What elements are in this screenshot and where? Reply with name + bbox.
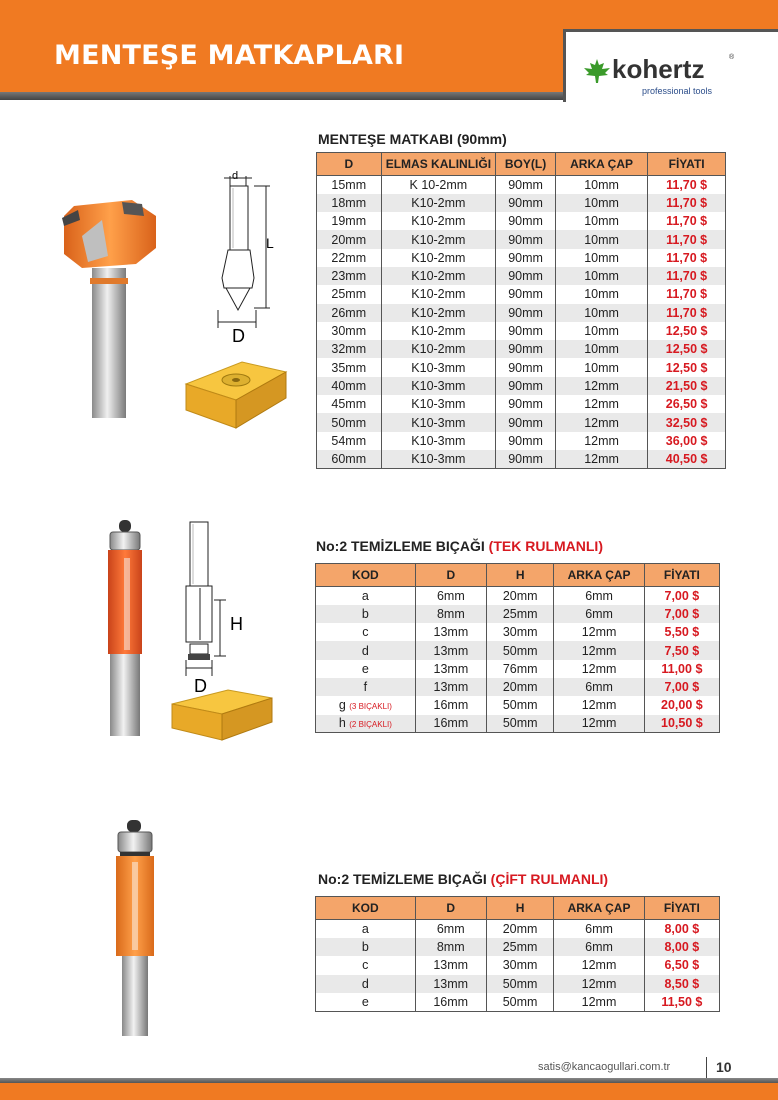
- diagram-label-D: D: [232, 326, 245, 346]
- cell-diameter: 19mm: [317, 212, 382, 230]
- table-row: [317, 267, 726, 285]
- cell-length: 90mm: [496, 413, 556, 431]
- cell-diamond-thickness: K10-2mm: [381, 340, 496, 358]
- registered-mark: ®: [729, 54, 735, 61]
- cell-diameter: 16mm: [415, 993, 486, 1011]
- cell-diameter: 13mm: [415, 623, 486, 641]
- cell-code: [316, 587, 416, 605]
- cell-diameter: 8mm: [415, 605, 486, 623]
- cell-price: 36,00 $: [648, 432, 726, 450]
- table-row: [317, 304, 726, 322]
- col-header-h: H: [486, 564, 553, 587]
- section-title-hinge-drill: MENTEŞE MATKABI (90mm): [318, 131, 507, 147]
- cell-code: c: [316, 956, 416, 974]
- table-row: [316, 696, 720, 714]
- hinge-drill-bit-image: [52, 196, 162, 422]
- cell-code: [316, 696, 416, 714]
- cell-price: 11,70 $: [648, 267, 726, 285]
- cell-price: 12,50 $: [648, 340, 726, 358]
- cell-diameter: 13mm: [415, 641, 486, 659]
- cell-diameter: 40mm: [317, 377, 382, 395]
- table-row: [316, 956, 720, 974]
- diagram-label-L: L: [266, 235, 274, 251]
- cell-price: 11,70 $: [648, 230, 726, 248]
- cell-height: 20mm: [486, 587, 553, 605]
- cell-diamond-thickness: K10-2mm: [381, 249, 496, 267]
- cell-price: 11,70 $: [648, 304, 726, 322]
- row-code-note: (2 BIÇAKLI): [349, 720, 392, 730]
- hinge-drill-diagram: [208, 170, 278, 346]
- cell-code: a: [316, 920, 416, 938]
- table-row: [317, 413, 726, 431]
- cell-height: 76mm: [486, 660, 553, 678]
- cell-diamond-thickness: K10-3mm: [381, 377, 496, 395]
- cell-code: [316, 605, 416, 623]
- cell-length: 90mm: [496, 212, 556, 230]
- cell-shank-dia: 10mm: [555, 194, 647, 212]
- cell-diameter: 16mm: [415, 696, 486, 714]
- cell-shank-dia: 12mm: [554, 660, 644, 678]
- cell-diameter: 60mm: [317, 450, 382, 468]
- cell-length: 90mm: [496, 395, 556, 413]
- cell-price: 11,70 $: [648, 212, 726, 230]
- cell-price: 11,70 $: [648, 194, 726, 212]
- trim-bit-single-bearing-image: [100, 518, 150, 740]
- cell-price: 40,50 $: [648, 450, 726, 468]
- row-code: f: [363, 680, 368, 695]
- cell-length: 90mm: [496, 194, 556, 212]
- cell-length: 90mm: [496, 267, 556, 285]
- table-row: [316, 641, 720, 659]
- table-row: [316, 587, 720, 605]
- cell-shank-dia: 10mm: [555, 340, 647, 358]
- cell-price: 5,50 $: [644, 623, 719, 641]
- cell-code: [316, 678, 416, 696]
- trim-double-price-table: [315, 896, 720, 1012]
- table-row: [317, 432, 726, 450]
- col-header-code: KOD: [316, 564, 416, 587]
- table-row: [317, 212, 726, 230]
- cell-price: 12,50 $: [648, 358, 726, 376]
- table-row: [316, 605, 720, 623]
- header-divider: [0, 92, 563, 100]
- col-header-d: D: [415, 564, 486, 587]
- cell-diamond-thickness: K10-2mm: [381, 322, 496, 340]
- maple-leaf-logo-icon: [582, 58, 612, 84]
- cell-shank-dia: 12mm: [554, 956, 644, 974]
- cell-price: 20,00 $: [644, 696, 719, 714]
- cell-shank-dia: 6mm: [554, 938, 644, 956]
- col-header-h: H: [486, 897, 553, 920]
- cell-diameter: 23mm: [317, 267, 382, 285]
- table-row: [316, 938, 720, 956]
- brand-name: kohertz: [612, 54, 705, 84]
- cell-code: e: [316, 993, 416, 1011]
- cell-length: 90mm: [496, 322, 556, 340]
- table-row: [317, 340, 726, 358]
- footer-band: [0, 1083, 778, 1100]
- page-title: MENTEŞE MATKAPLARI: [54, 40, 405, 71]
- cell-shank-dia: 12mm: [554, 696, 644, 714]
- cell-height: 25mm: [486, 938, 553, 956]
- cell-diameter: 45mm: [317, 395, 382, 413]
- cell-diameter: 13mm: [415, 956, 486, 974]
- page-number: 10: [716, 1059, 732, 1075]
- cell-price: 6,50 $: [644, 956, 719, 974]
- cell-height: 30mm: [486, 623, 553, 641]
- cell-height: 50mm: [486, 993, 553, 1011]
- col-header-code: KOD: [316, 897, 416, 920]
- cell-shank-dia: 12mm: [554, 623, 644, 641]
- cell-height: 50mm: [486, 975, 553, 993]
- cell-diamond-thickness: K 10-2mm: [381, 176, 496, 194]
- cell-diameter: 13mm: [415, 678, 486, 696]
- cell-shank-dia: 10mm: [555, 304, 647, 322]
- cell-price: 7,50 $: [644, 641, 719, 659]
- col-header-d: D: [415, 897, 486, 920]
- cell-length: 90mm: [496, 176, 556, 194]
- col-header-price: FİYATI: [648, 153, 726, 176]
- cell-price: 11,70 $: [648, 285, 726, 303]
- cell-diamond-thickness: K10-2mm: [381, 304, 496, 322]
- cell-price: 8,00 $: [644, 920, 719, 938]
- section-title-trim-double: [318, 871, 608, 887]
- cell-shank-dia: 6mm: [554, 587, 644, 605]
- row-code: b: [361, 606, 369, 621]
- col-header-shank-dia: ARKA ÇAP: [554, 564, 644, 587]
- table-row: [316, 715, 720, 733]
- cell-diamond-thickness: K10-3mm: [381, 432, 496, 450]
- cell-shank-dia: 6mm: [554, 605, 644, 623]
- cell-price: 10,50 $: [644, 715, 719, 733]
- cell-height: 50mm: [486, 696, 553, 714]
- cell-diameter: 32mm: [317, 340, 382, 358]
- cell-length: 90mm: [496, 249, 556, 267]
- cell-price: 26,50 $: [648, 395, 726, 413]
- table-row: [316, 623, 720, 641]
- cell-diameter: 22mm: [317, 249, 382, 267]
- cell-code: b: [316, 938, 416, 956]
- cell-price: 7,00 $: [644, 678, 719, 696]
- cell-height: 50mm: [486, 641, 553, 659]
- cell-diameter: 6mm: [415, 920, 486, 938]
- cell-diameter: 15mm: [317, 176, 382, 194]
- cell-shank-dia: 10mm: [555, 249, 647, 267]
- cell-code: d: [316, 975, 416, 993]
- table-row: [317, 176, 726, 194]
- col-header-length: BOY(L): [496, 153, 556, 176]
- hinge-drill-price-table: [316, 152, 726, 469]
- cell-shank-dia: 10mm: [555, 358, 647, 376]
- cell-price: 21,50 $: [648, 377, 726, 395]
- col-header-shank-dia: ARKA ÇAP: [554, 897, 644, 920]
- cell-height: 50mm: [486, 715, 553, 733]
- cell-height: 25mm: [486, 605, 553, 623]
- cell-shank-dia: 12mm: [554, 993, 644, 1011]
- cell-price: 11,70 $: [648, 249, 726, 267]
- cell-diamond-thickness: K10-3mm: [381, 358, 496, 376]
- row-code: a: [361, 588, 369, 603]
- cell-length: 90mm: [496, 304, 556, 322]
- table-row: [317, 322, 726, 340]
- cell-code: [316, 623, 416, 641]
- table-header-row: [317, 153, 726, 176]
- section-title-trim-single: [316, 538, 603, 554]
- col-header-price: FİYATI: [644, 897, 719, 920]
- cell-shank-dia: 10mm: [555, 176, 647, 194]
- cell-shank-dia: 10mm: [555, 267, 647, 285]
- cell-shank-dia: 10mm: [555, 322, 647, 340]
- cell-length: 90mm: [496, 432, 556, 450]
- cell-diamond-thickness: K10-2mm: [381, 285, 496, 303]
- cell-diamond-thickness: K10-3mm: [381, 413, 496, 431]
- table-row: [317, 450, 726, 468]
- diagram-label-d: d: [232, 170, 239, 182]
- cell-shank-dia: 6mm: [554, 678, 644, 696]
- wood-block-image: [182, 356, 290, 436]
- cell-shank-dia: 12mm: [555, 413, 647, 431]
- cell-diameter: 20mm: [317, 230, 382, 248]
- cell-diameter: 6mm: [415, 587, 486, 605]
- cell-diamond-thickness: K10-3mm: [381, 395, 496, 413]
- brand-tagline: professional tools: [642, 86, 713, 96]
- cell-length: 90mm: [496, 377, 556, 395]
- cell-shank-dia: 12mm: [554, 975, 644, 993]
- cell-price: 8,50 $: [644, 975, 719, 993]
- cell-shank-dia: 12mm: [555, 395, 647, 413]
- table-row: [317, 377, 726, 395]
- cell-diameter: 13mm: [415, 660, 486, 678]
- row-code-note: (3 BIÇAKLI): [349, 702, 392, 712]
- trim-bit-double-bearing-image: [108, 818, 162, 1040]
- cell-price: 7,00 $: [644, 605, 719, 623]
- cell-shank-dia: 12mm: [554, 641, 644, 659]
- table-row: [316, 920, 720, 938]
- table-row: [317, 230, 726, 248]
- cell-shank-dia: 12mm: [555, 432, 647, 450]
- cell-length: 90mm: [496, 450, 556, 468]
- row-code: h: [338, 716, 346, 731]
- cell-height: 30mm: [486, 956, 553, 974]
- cell-diameter: 18mm: [317, 194, 382, 212]
- row-code: g: [338, 698, 346, 713]
- col-header-d: D: [317, 153, 382, 176]
- cell-code: [316, 641, 416, 659]
- table-row: [316, 660, 720, 678]
- trim-bit-diagram: [170, 516, 260, 700]
- col-header-price: FİYATI: [644, 564, 719, 587]
- cell-diameter: 50mm: [317, 413, 382, 431]
- cell-diameter: 8mm: [415, 938, 486, 956]
- cell-height: 20mm: [486, 678, 553, 696]
- cell-price: 11,70 $: [648, 176, 726, 194]
- col-header-diamond-thickness: ELMAS KALINLIĞI: [381, 153, 496, 176]
- trim-single-price-table: [315, 563, 720, 733]
- col-header-shank-dia: ARKA ÇAP: [555, 153, 647, 176]
- brand-logo: [563, 29, 778, 102]
- table-row: [316, 975, 720, 993]
- table-row: [317, 194, 726, 212]
- cell-diameter: 54mm: [317, 432, 382, 450]
- row-code: e: [361, 661, 369, 676]
- cell-diameter: 25mm: [317, 285, 382, 303]
- table-row: [317, 285, 726, 303]
- cell-price: 32,50 $: [648, 413, 726, 431]
- cell-shank-dia: 12mm: [555, 450, 647, 468]
- table-header-row: [316, 897, 720, 920]
- cell-price: 8,00 $: [644, 938, 719, 956]
- cell-shank-dia: 10mm: [555, 285, 647, 303]
- diagram-label-D: D: [194, 676, 207, 696]
- section-title-suffix: (TEK RULMANLI): [488, 538, 603, 554]
- cell-diameter: 13mm: [415, 975, 486, 993]
- table-row: [316, 993, 720, 1011]
- table-row: [317, 358, 726, 376]
- table-header-row: [316, 564, 720, 587]
- cell-price: 12,50 $: [648, 322, 726, 340]
- cell-code: [316, 660, 416, 678]
- cell-shank-dia: 10mm: [555, 230, 647, 248]
- cell-diamond-thickness: K10-2mm: [381, 212, 496, 230]
- cell-length: 90mm: [496, 285, 556, 303]
- cell-length: 90mm: [496, 230, 556, 248]
- cell-diameter: 35mm: [317, 358, 382, 376]
- cell-code: [316, 715, 416, 733]
- table-row: [317, 249, 726, 267]
- cell-height: 20mm: [486, 920, 553, 938]
- footer-divider: [706, 1057, 707, 1079]
- wood-block-image-2: [168, 688, 278, 742]
- section-title-text: No:2 TEMİZLEME BIÇAĞI: [318, 871, 487, 887]
- cell-diamond-thickness: K10-3mm: [381, 450, 496, 468]
- cell-diamond-thickness: K10-2mm: [381, 230, 496, 248]
- cell-length: 90mm: [496, 340, 556, 358]
- cell-shank-dia: 12mm: [555, 377, 647, 395]
- cell-diameter: 16mm: [415, 715, 486, 733]
- section-title-suffix: (ÇİFT RULMANLI): [490, 871, 609, 887]
- cell-length: 90mm: [496, 358, 556, 376]
- cell-diameter: 26mm: [317, 304, 382, 322]
- cell-diamond-thickness: K10-2mm: [381, 267, 496, 285]
- table-row: [316, 678, 720, 696]
- row-code: c: [362, 625, 369, 640]
- table-row: [317, 395, 726, 413]
- cell-shank-dia: 12mm: [554, 715, 644, 733]
- row-code: d: [361, 643, 369, 658]
- section-title-text: No:2 TEMİZLEME BIÇAĞI: [316, 538, 485, 554]
- cell-shank-dia: 10mm: [555, 212, 647, 230]
- diagram-label-H: H: [230, 614, 243, 634]
- cell-diamond-thickness: K10-2mm: [381, 194, 496, 212]
- cell-diameter: 30mm: [317, 322, 382, 340]
- cell-price: 7,00 $: [644, 587, 719, 605]
- cell-price: 11,00 $: [644, 660, 719, 678]
- cell-shank-dia: 6mm: [554, 920, 644, 938]
- cell-price: 11,50 $: [644, 993, 719, 1011]
- contact-email[interactable]: satis@kancaogullari.com.tr: [538, 1061, 671, 1073]
